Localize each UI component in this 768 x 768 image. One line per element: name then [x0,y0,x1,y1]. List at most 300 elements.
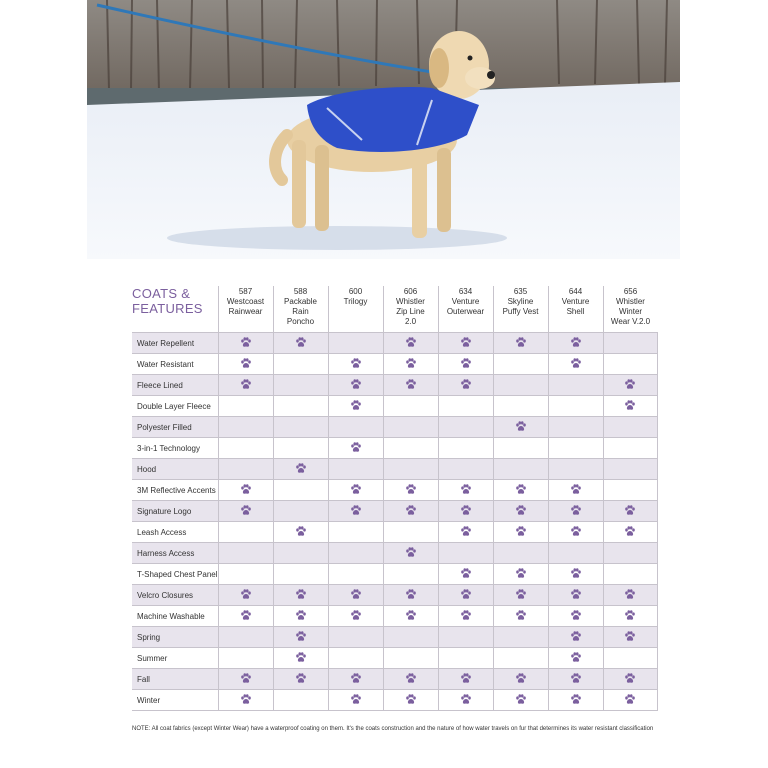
column-header [383,286,438,333]
feature-cell [438,459,493,480]
paw-print-icon [405,673,417,684]
feature-cell [218,417,273,438]
feature-cell [603,522,658,543]
feature-cell [493,417,548,438]
feature-cell [438,564,493,585]
feature-cell [328,606,383,627]
feature-cell [383,564,438,585]
column-name-line: Whistler [396,297,425,306]
feature-cell [218,459,273,480]
feature-cell [273,354,328,375]
paw-print-icon [405,505,417,516]
feature-cell [438,480,493,501]
paw-print-icon [240,694,252,705]
feature-cell [603,564,658,585]
paw-print-icon [570,673,582,684]
feature-cell [603,501,658,522]
paw-print-icon [295,463,307,474]
chart-title-line1: COATS & [132,286,191,301]
paw-print-icon [460,694,472,705]
paw-print-icon [515,673,527,684]
paw-print-icon [515,610,527,621]
paw-print-icon [624,694,636,705]
feature-cell [383,669,438,690]
table-row [132,543,658,564]
column-name-line: Winter [618,307,643,316]
feature-cell [383,606,438,627]
paw-print-icon [295,589,307,600]
hero-photo [87,0,680,259]
column-number: 656 [623,287,638,296]
column-name-line: Whistler [616,297,645,306]
feature-cell [383,354,438,375]
column-number: 634 [458,287,473,296]
column-header [603,286,658,333]
feature-cell [218,543,273,564]
column-name-line: Zip Line [396,307,425,316]
paw-print-icon [405,589,417,600]
feature-cell [218,669,273,690]
feature-cell [603,396,658,417]
paw-print-icon [624,631,636,642]
paw-print-icon [515,694,527,705]
feature-cell [548,606,603,627]
paw-print-icon [515,526,527,537]
paw-print-icon [515,589,527,600]
paw-print-icon [350,673,362,684]
feature-cell [273,396,328,417]
feature-label: 3M Reflective Accents [132,480,218,501]
column-name-line: Venture [451,297,480,306]
feature-label: Signature Logo [132,501,218,522]
paw-print-icon [624,673,636,684]
feature-cell [383,459,438,480]
paw-print-icon [405,379,417,390]
column-number: 635 [513,287,528,296]
table-row [132,354,658,375]
feature-cell [548,417,603,438]
feature-cell [328,627,383,648]
feature-cell [328,375,383,396]
paw-print-icon [350,358,362,369]
column-name-line: 2.0 [404,317,417,326]
feature-cell [218,522,273,543]
paw-print-icon [515,505,527,516]
feature-cell [603,417,658,438]
feature-label: Fleece Lined [132,375,218,396]
column-number: 588 [293,287,308,296]
table-row [132,396,658,417]
paw-print-icon [624,526,636,537]
feature-cell [493,459,548,480]
paw-print-icon [240,610,252,621]
column-name-line: Outerwear [446,307,485,316]
table-row [132,585,658,606]
feature-cell [438,354,493,375]
feature-cell [438,648,493,669]
paw-print-icon [570,652,582,663]
feature-cell [328,396,383,417]
paw-print-icon [460,379,472,390]
feature-cell [603,333,658,354]
feature-label: Water Resistant [132,354,218,375]
feature-cell [548,564,603,585]
feature-cell [328,669,383,690]
paw-print-icon [515,421,527,432]
feature-cell [548,585,603,606]
feature-cell [438,606,493,627]
feature-cell [493,501,548,522]
table-row [132,501,658,522]
feature-cell [383,648,438,669]
feature-cell [383,375,438,396]
feature-cell [548,333,603,354]
feature-label: Summer [132,648,218,669]
feature-cell [603,627,658,648]
feature-cell [548,459,603,480]
feature-cell [383,396,438,417]
paw-print-icon [624,400,636,411]
feature-cell [273,585,328,606]
paw-print-icon [570,526,582,537]
paw-print-icon [295,673,307,684]
feature-cell [328,648,383,669]
paw-print-icon [295,526,307,537]
feature-cell [493,438,548,459]
features-table [132,286,658,711]
feature-cell [218,564,273,585]
paw-print-icon [405,358,417,369]
paw-print-icon [350,442,362,453]
feature-cell [548,669,603,690]
paw-print-icon [515,568,527,579]
paw-print-icon [570,505,582,516]
column-number: 606 [403,287,418,296]
column-header [218,286,273,333]
feature-cell [218,438,273,459]
column-header [328,286,383,333]
feature-cell [218,480,273,501]
paw-print-icon [240,358,252,369]
table-row [132,606,658,627]
column-name-line: Puffy Vest [502,307,539,316]
feature-cell [383,333,438,354]
paw-print-icon [460,505,472,516]
feature-label: Harness Access [132,543,218,564]
feature-cell [218,606,273,627]
table-row [132,690,658,711]
feature-cell [548,627,603,648]
feature-cell [438,690,493,711]
column-name-line: Poncho [286,317,315,326]
feature-cell [383,417,438,438]
feature-cell [493,543,548,564]
paw-print-icon [570,631,582,642]
paw-print-icon [350,484,362,495]
feature-label: Leash Access [132,522,218,543]
feature-cell [328,354,383,375]
paw-print-icon [515,337,527,348]
feature-cell [273,669,328,690]
feature-cell [603,648,658,669]
feature-label: Machine Washable [132,606,218,627]
column-name-line: Packable [284,297,317,306]
feature-cell [273,606,328,627]
paw-print-icon [295,610,307,621]
feature-cell [493,690,548,711]
paw-print-icon [295,337,307,348]
feature-cell [218,354,273,375]
paw-print-icon [624,589,636,600]
feature-cell [548,648,603,669]
feature-cell [328,690,383,711]
feature-cell [273,438,328,459]
feature-cell [438,522,493,543]
column-name-line: Shell [566,307,585,316]
feature-cell [493,648,548,669]
column-name-line: Rain [292,307,309,316]
dog-in-snow-image [87,0,680,259]
column-name-line: Venture [561,297,590,306]
table-row [132,669,658,690]
feature-cell [603,438,658,459]
feature-cell [493,354,548,375]
feature-cell [328,543,383,564]
column-name-line: Rainwear [228,307,263,316]
feature-cell [383,543,438,564]
feature-cell [603,669,658,690]
feature-cell [438,438,493,459]
feature-cell [603,354,658,375]
footnote: NOTE: All coat fabrics (except Winter Wear) have a waterproof coating on them. It's the coats construction and the nature of how water travels on fur that determines its water resistant classification [132,726,654,732]
feature-cell [273,564,328,585]
feature-cell [218,627,273,648]
paw-print-icon [295,652,307,663]
feature-cell [273,648,328,669]
paw-print-icon [295,631,307,642]
paw-print-icon [570,337,582,348]
column-number: 587 [238,287,253,296]
feature-label: T-Shaped Chest Panel [132,564,218,585]
feature-cell [273,333,328,354]
feature-cell [273,522,328,543]
table-row [132,459,658,480]
paw-print-icon [405,547,417,558]
paw-print-icon [570,568,582,579]
feature-cell [493,396,548,417]
paw-print-icon [240,337,252,348]
column-header [493,286,548,333]
column-name-line: Skyline [507,297,534,306]
paw-print-icon [240,505,252,516]
table-corner [132,286,218,333]
paw-print-icon [240,484,252,495]
feature-cell [273,543,328,564]
paw-print-icon [460,526,472,537]
paw-print-icon [460,358,472,369]
feature-cell [383,522,438,543]
feature-cell [438,585,493,606]
feature-cell [438,627,493,648]
paw-print-icon [350,610,362,621]
paw-print-icon [460,484,472,495]
feature-label: Fall [132,669,218,690]
column-header [273,286,328,333]
paw-print-icon [350,400,362,411]
table-row [132,333,658,354]
feature-cell [438,543,493,564]
feature-cell [493,375,548,396]
table-row [132,375,658,396]
feature-cell [548,375,603,396]
feature-cell [548,522,603,543]
feature-label: Polyester Filled [132,417,218,438]
feature-cell [328,459,383,480]
feature-cell [383,585,438,606]
paw-print-icon [460,337,472,348]
feature-cell [548,354,603,375]
feature-cell [273,459,328,480]
feature-cell [273,375,328,396]
table-body [132,333,658,711]
table-row [132,480,658,501]
feature-cell [438,669,493,690]
feature-cell [493,333,548,354]
feature-cell [603,480,658,501]
column-name-line: Westcoast [226,297,265,306]
feature-cell [273,627,328,648]
feature-cell [383,690,438,711]
feature-cell [603,375,658,396]
feature-cell [328,438,383,459]
feature-label: Velcro Closures [132,585,218,606]
paw-print-icon [624,610,636,621]
paw-print-icon [350,589,362,600]
feature-cell [548,396,603,417]
column-name-line: Trilogy [343,297,368,306]
feature-cell [548,543,603,564]
feature-cell [273,690,328,711]
feature-cell [438,333,493,354]
paw-print-icon [405,694,417,705]
paw-print-icon [460,568,472,579]
paw-print-icon [570,610,582,621]
table-row [132,627,658,648]
feature-label: Spring [132,627,218,648]
column-number: 644 [568,287,583,296]
feature-cell [328,417,383,438]
feature-label: Double Layer Fleece [132,396,218,417]
paw-print-icon [240,673,252,684]
feature-cell [603,690,658,711]
paw-print-icon [405,337,417,348]
paw-print-icon [240,379,252,390]
paw-print-icon [624,379,636,390]
feature-cell [603,606,658,627]
table-row [132,648,658,669]
feature-cell [383,438,438,459]
feature-label: 3-in-1 Technology [132,438,218,459]
feature-cell [603,459,658,480]
feature-cell [328,333,383,354]
feature-cell [328,585,383,606]
feature-cell [273,417,328,438]
feature-cell [438,375,493,396]
feature-cell [383,480,438,501]
paw-print-icon [240,589,252,600]
feature-cell [493,627,548,648]
paw-print-icon [570,484,582,495]
feature-cell [548,501,603,522]
feature-cell [548,438,603,459]
table-row [132,522,658,543]
feature-cell [438,501,493,522]
feature-cell [328,564,383,585]
table-header-row [132,286,658,333]
feature-cell [273,480,328,501]
feature-cell [383,501,438,522]
paw-print-icon [570,694,582,705]
paw-print-icon [515,484,527,495]
paw-print-icon [405,610,417,621]
paw-print-icon [350,505,362,516]
feature-cell [493,669,548,690]
feature-label: Winter [132,690,218,711]
feature-cell [493,522,548,543]
feature-cell [218,501,273,522]
feature-cell [273,501,328,522]
feature-cell [493,564,548,585]
feature-cell [218,585,273,606]
paw-print-icon [624,505,636,516]
paw-print-icon [460,610,472,621]
feature-cell [493,585,548,606]
table-row [132,417,658,438]
column-header [548,286,603,333]
paw-print-icon [350,379,362,390]
feature-cell [328,480,383,501]
feature-cell [603,585,658,606]
feature-cell [218,648,273,669]
feature-cell [548,480,603,501]
feature-label: Water Repellent [132,333,218,354]
feature-cell [438,417,493,438]
feature-cell [218,396,273,417]
table-row [132,564,658,585]
table-row [132,438,658,459]
feature-cell [438,396,493,417]
feature-cell [218,333,273,354]
column-header [438,286,493,333]
feature-cell [493,480,548,501]
column-name-line: Wear V.2.0 [610,317,651,326]
feature-cell [548,690,603,711]
feature-cell [493,606,548,627]
feature-cell [328,501,383,522]
paw-print-icon [460,673,472,684]
paw-print-icon [460,589,472,600]
column-number: 600 [348,287,363,296]
feature-cell [328,522,383,543]
paw-print-icon [570,589,582,600]
paw-print-icon [350,694,362,705]
feature-cell [218,690,273,711]
feature-cell [383,627,438,648]
feature-cell [218,375,273,396]
paw-print-icon [570,358,582,369]
paw-print-icon [405,484,417,495]
feature-label: Hood [132,459,218,480]
